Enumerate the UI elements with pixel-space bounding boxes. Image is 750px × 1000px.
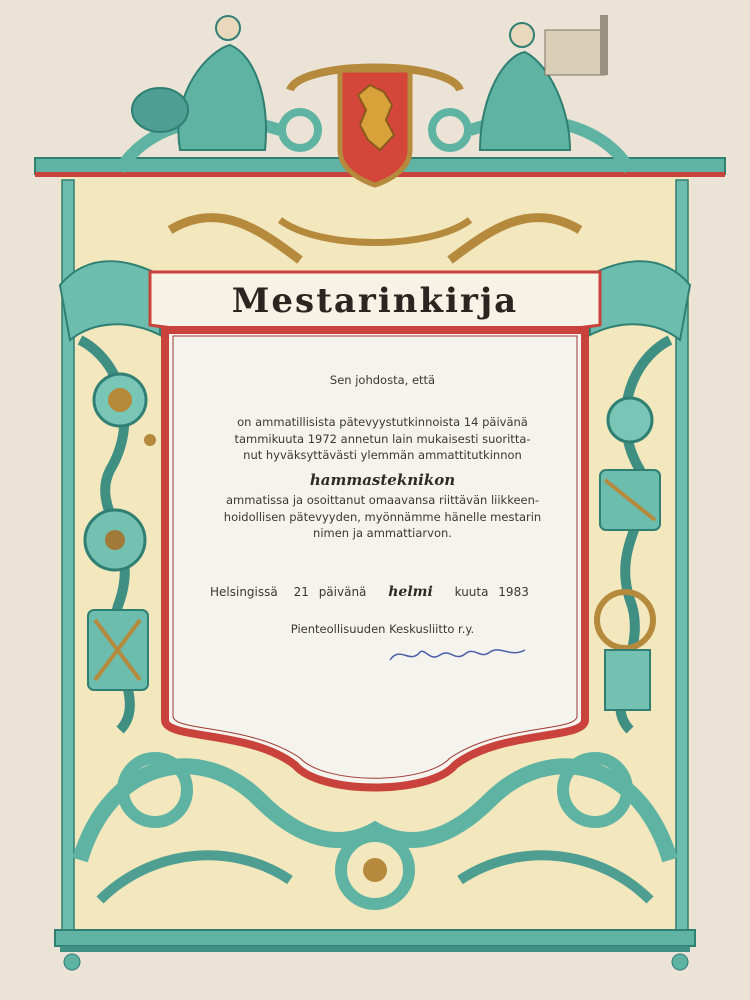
coat-of-arms-icon: [340, 70, 410, 185]
date-word-day: päivänä: [318, 585, 367, 599]
signature: [385, 640, 535, 670]
date-line: [210, 584, 555, 600]
body-line: on ammatillisista pätevyystutkinnoista 14 päivänä: [237, 415, 528, 429]
date-year: 1983: [498, 585, 529, 599]
body-line: nimen ja ammattiarvon.: [313, 526, 452, 540]
issuer-name: Pienteollisuuden Keskusliitto r.y.: [290, 622, 475, 636]
allegorical-figure-left: [132, 16, 266, 150]
body-paragraph-1: [210, 414, 555, 464]
date-day: 21: [293, 585, 309, 599]
bottom-base: [55, 930, 695, 946]
date-word-month: kuuta: [454, 585, 489, 599]
intro-line: Sen johdosta, että: [329, 373, 436, 387]
date-place: Helsingissä: [210, 585, 278, 599]
text-panel: [165, 330, 585, 788]
body-line: hoidollisen pätevyyden, myönnämme hänelle mestarin: [223, 509, 542, 524]
body-paragraph-2: [210, 492, 555, 542]
certificate-title: Mestarinkirja: [231, 281, 519, 321]
body-line: tammikuuta 1972 annetun lain mukaisesti suoritta-: [234, 431, 531, 446]
body-line: ammatissa ja osoittanut omaavansa riittävän liikkeen-: [225, 493, 540, 507]
body-line: nut hyväksyttävästi ylemmän ammattitutkinnon: [243, 448, 522, 462]
date-month: helmi: [388, 584, 433, 600]
profession-name: hammasteknikon: [309, 471, 456, 489]
